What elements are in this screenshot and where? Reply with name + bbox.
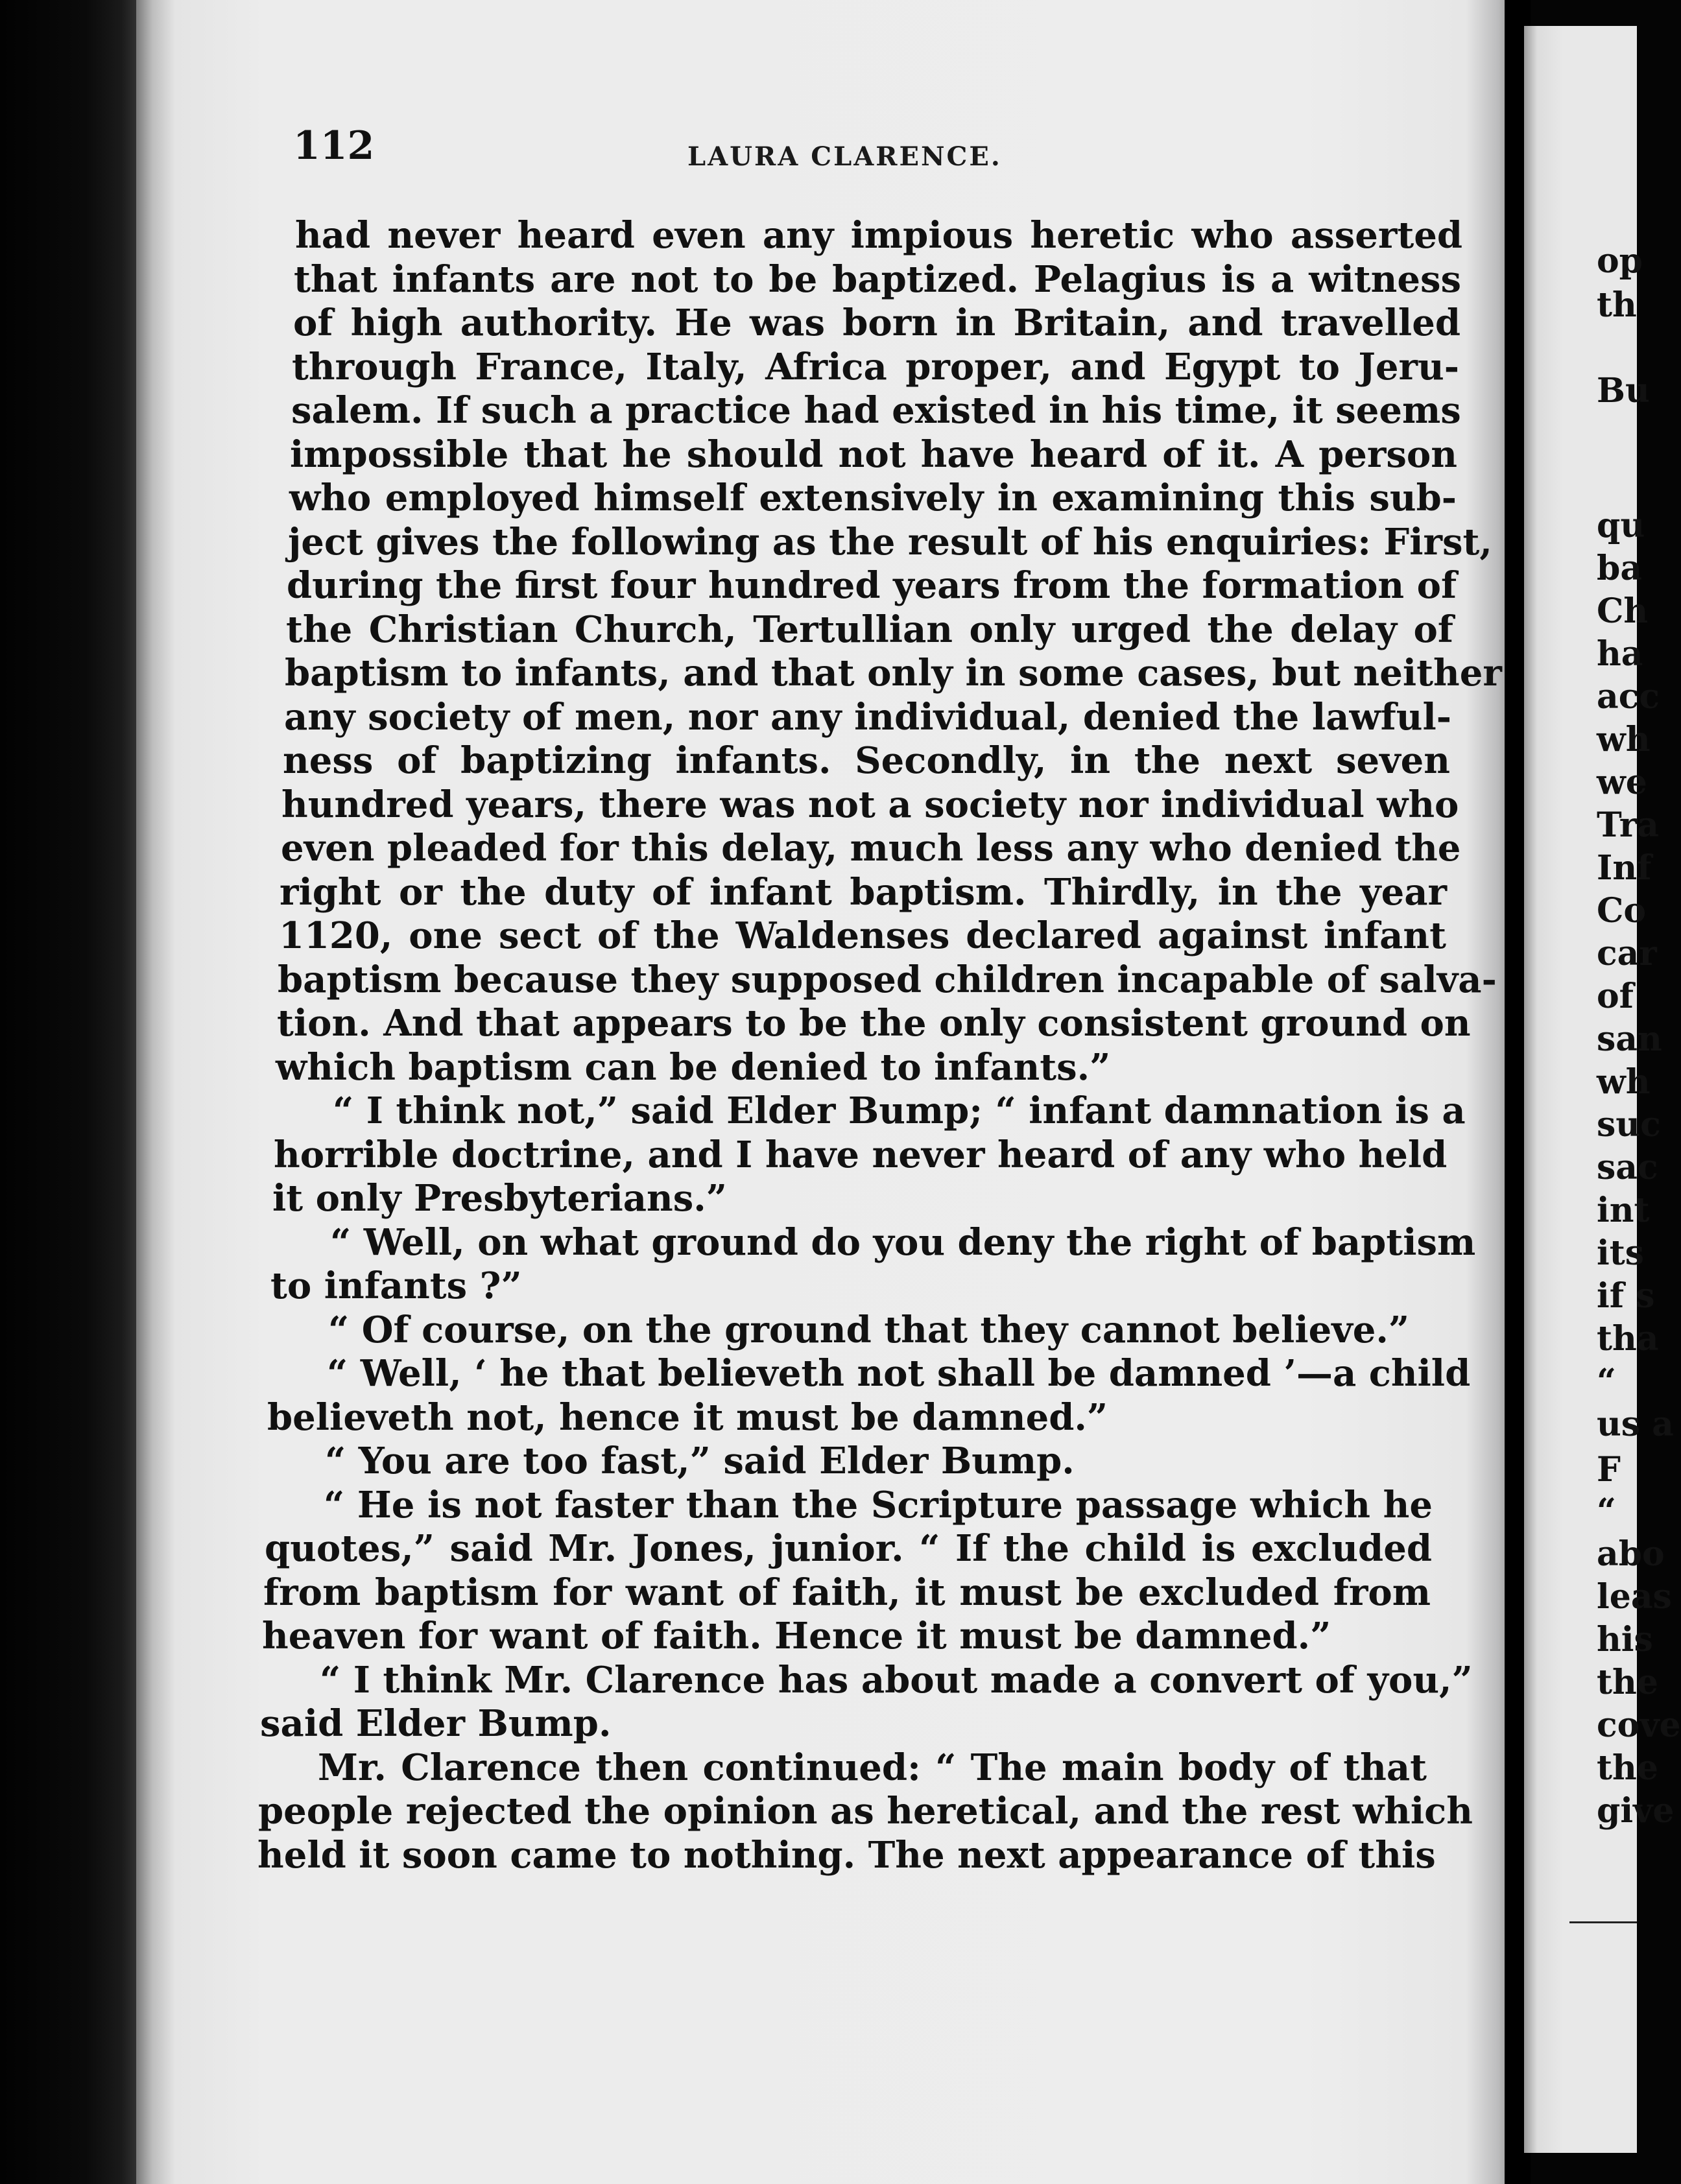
facing-page-fragment: “	[1597, 1362, 1616, 1401]
facing-page-fragment: suc	[1597, 1105, 1661, 1145]
facing-page-rule	[1569, 1921, 1637, 1923]
text-line: said Elder Bump.	[260, 1702, 612, 1745]
text-line: 1120, one sect of the Waldenses declared against infant	[279, 914, 1446, 957]
facing-page-fragment: acc	[1597, 677, 1660, 717]
text-line: “ You are too fast,” said Elder Bump.	[325, 1440, 1075, 1482]
text-line: even pleaded for this delay, much less any who denied the	[281, 827, 1461, 870]
facing-page-fragment: if s	[1597, 1276, 1655, 1316]
text-line: the Christian Church, Tertullian only urged the delay of	[286, 608, 1453, 651]
text-line: heaven for want of faith. Hence it must be damned.”	[262, 1615, 1331, 1657]
text-line: any society of men, nor any individual, denied the lawful-	[284, 695, 1451, 739]
text-line: to infants ?”	[270, 1264, 522, 1307]
text-line: “ Well, ‘ he that believeth not shall be damned ’—a child	[327, 1352, 1471, 1395]
text-line: quotes,” said Mr. Jones, junior. “ If the child is excluded	[265, 1527, 1432, 1570]
text-line: “ Well, on what ground do you deny the right of baptism	[330, 1220, 1476, 1264]
facing-page-fragment: cove	[1597, 1705, 1681, 1745]
facing-page-fragment: the	[1597, 1663, 1658, 1702]
text-line: “ Of course, on the ground that they cannot believe.”	[328, 1308, 1410, 1351]
text-line: right or the duty of infant baptism. Thirdly, in the year	[280, 870, 1447, 914]
text-line: horrible doctrine, and I have never heard of any who held	[274, 1133, 1448, 1176]
facing-page-fragment: his	[1597, 1620, 1653, 1659]
body-text	[256, 214, 1502, 1877]
text-line: that infants are not to be baptized. Pelagius is a witness	[294, 257, 1461, 301]
facing-page-fragment: give	[1597, 1791, 1675, 1831]
running-head: LAURA CLARENCE.	[687, 141, 1002, 172]
facing-page-fragment: Tra	[1597, 805, 1660, 845]
facing-page-fragment: ba	[1597, 549, 1643, 588]
facing-page-fragment: its	[1597, 1233, 1645, 1273]
facing-page-fragment: Bu	[1597, 371, 1650, 410]
text-line: it only Presbyterians.”	[272, 1177, 727, 1220]
text-line: “ I think not,” said Elder Bump; “ infant damnation is a	[333, 1089, 1466, 1132]
facing-page-fragment: us a	[1597, 1405, 1674, 1444]
text-line: people rejected the opinion as heretical, and the rest which	[258, 1790, 1473, 1833]
text-line: tion. And that appears to be the only consistent ground on	[277, 1002, 1471, 1045]
facing-page-fragment: “	[1597, 1491, 1616, 1531]
facing-page-fragment: sac	[1597, 1148, 1658, 1187]
text-line: “ He is not faster than the Scripture passage which he	[324, 1483, 1433, 1526]
text-line: impossible that he should not have heard of it. A person	[290, 433, 1457, 476]
facing-page-fragment: Co	[1597, 891, 1647, 931]
text-line: through France, Italy, Africa proper, and Egypt to Jeru-	[292, 345, 1459, 388]
facing-page-fragment: we	[1597, 763, 1647, 802]
facing-page-fragment: F	[1597, 1450, 1621, 1490]
text-line: believeth not, hence it must be damned.”	[267, 1395, 1108, 1439]
facing-page-fragment: Inf	[1597, 848, 1652, 888]
facing-page-fragment: san	[1597, 1019, 1662, 1059]
text-line: baptism because they supposed children incapable of salva-	[278, 958, 1497, 1001]
text-line: salem. If such a practice had existed in his time, it seems	[291, 389, 1461, 432]
text-line: ject gives the following as the result of his enquiries: First,	[288, 520, 1492, 564]
text-line: held it soon came to nothing. The next appearance of this	[257, 1833, 1436, 1877]
facing-page-fragment: op	[1597, 241, 1643, 281]
facing-page-fragment: car	[1597, 934, 1657, 973]
text-line: had never heard even any impious heretic who asserted	[295, 214, 1462, 257]
text-line: during the first four hundred years from the formation of	[287, 564, 1457, 607]
text-line: of high authority. He was born in Britain, and travelled	[293, 302, 1460, 344]
text-line: hundred years, there was not a society nor individual who	[281, 783, 1459, 826]
facing-page-fragment: of	[1597, 977, 1634, 1016]
text-line: ness of baptizing infants. Secondly, in the next seven	[283, 739, 1450, 782]
text-line: “ I think Mr. Clarence has about made a convert of you,”	[320, 1658, 1473, 1702]
facing-page-fragment: Ch	[1597, 591, 1649, 631]
text-line: who employed himself extensively in examining this sub-	[289, 477, 1457, 519]
text-line: Mr. Clarence then continued: “ The main body of that	[318, 1746, 1427, 1789]
facing-page-fragment: tha	[1597, 1319, 1659, 1359]
text-line: baptism to infants, and that only in some cases, but neither	[285, 652, 1502, 694]
facing-page-fragment: wh	[1597, 1062, 1651, 1102]
facing-page-fragment: int	[1597, 1191, 1650, 1230]
facing-page-fragment: abo	[1597, 1534, 1665, 1574]
book-binding	[0, 0, 143, 2184]
text-line: which baptism can be denied to infants.”	[276, 1045, 1111, 1089]
facing-page-fragment: th	[1597, 285, 1637, 325]
page-number: 112	[293, 123, 375, 169]
facing-page-fragment: wh	[1597, 720, 1651, 759]
facing-page-fragment: qu	[1597, 506, 1645, 545]
text-line: from baptism for want of faith, it must be excluded from	[263, 1571, 1431, 1614]
facing-page-fragment: ha	[1597, 634, 1643, 674]
facing-page-fragment: the	[1597, 1748, 1658, 1788]
facing-page-fragment: leas	[1597, 1577, 1672, 1617]
